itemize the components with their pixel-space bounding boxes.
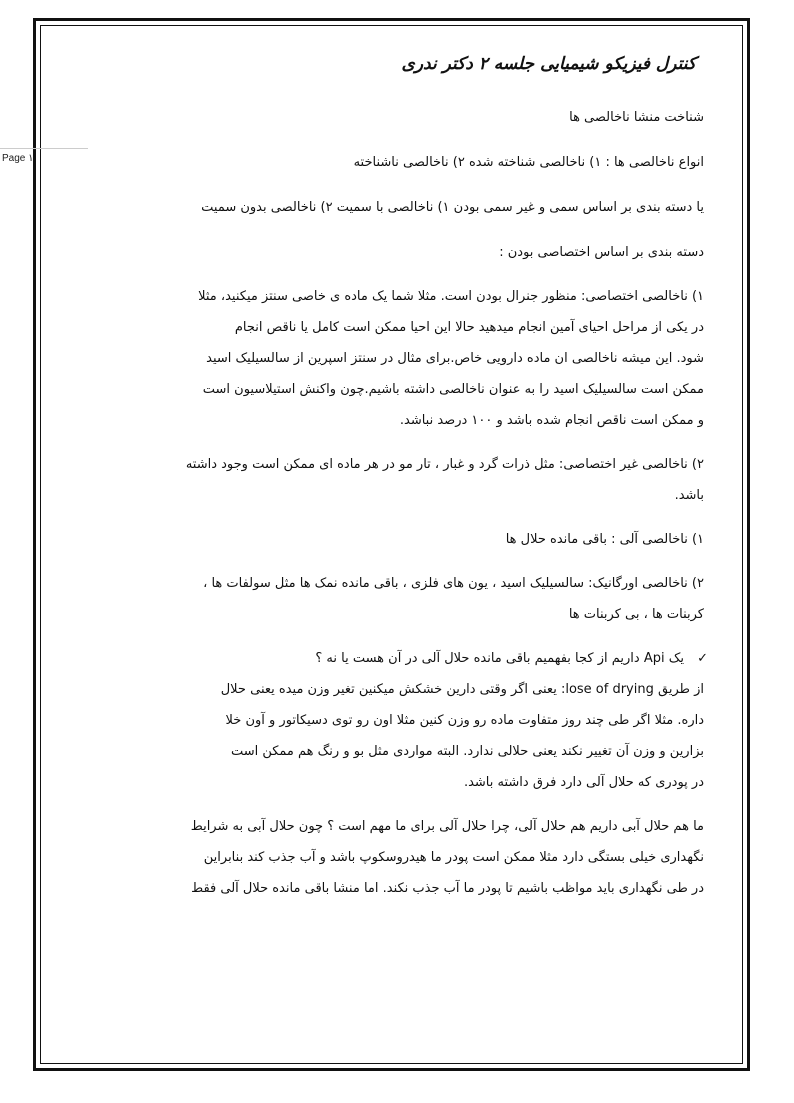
impurity-types: انواع ناخالصی ها : ۱) ناخالصی شناخته شده ۲) ناخالصی ناشناخته (353, 155, 704, 170)
paragraph-line: در یکی از مراحل احیای آمین انجام میدهید حالا این احیا ممکن است کامل یا ناقص انجام (234, 320, 704, 335)
section-heading: شناخت منشا ناخالصی ها (569, 110, 704, 125)
paragraph-line: ما هم حلال آبی داریم هم حلال آلی، چرا حلال آلی برای ما مهم است ؟ چون حلال آبی به شرایط (190, 819, 704, 834)
bullet-question: یک Api داریم از کجا بفهمیم باقی مانده حلال آلی در آن هست یا نه ؟ (315, 651, 684, 666)
paragraph-line: ۲) ناخالصی غیر اختصاصی: مثل ذرات گرد و غبار ، تار مو در هر ماده ای ممکن است وجود داشته (185, 457, 704, 472)
organic-impurity-line: ۱) ناخالصی آلی : باقی مانده حلال ها (505, 532, 704, 547)
page-number-label: Page ۱ (2, 153, 34, 164)
paragraph-line: ممکن است سالسیلیک اسید را به عنوان ناخالصی داشته باشیم.چون واکنش استیلاسیون است (202, 382, 704, 397)
toxicity-classification: یا دسته بندی بر اساس سمی و غیر سمی بودن ۱) ناخالصی با سمیت ۲) ناخالصی بدون سمیت (201, 200, 704, 215)
paragraph-line: کربنات ها ، بی کربنات ها (568, 607, 704, 622)
bullet-item (92, 643, 708, 798)
paragraph-line: و ممکن است ناقص انجام شده باشد و ۱۰۰ درصد نباشد. (399, 413, 704, 428)
page-number-tab (0, 148, 46, 168)
specific-impurity-paragraph (92, 281, 704, 436)
specificity-classification: دسته بندی بر اساس اختصاصی بودن : (499, 245, 704, 260)
checkmark-icon: ✓ (697, 651, 708, 666)
paragraph-line: شود. این میشه ناخالصی ان ماده دارویی خاص.برای مثال در سنتز اسپرین از سالسیلیک اسید (206, 351, 704, 366)
document-title: کنترل فیزیکو شیمیایی جلسه ۲ دکتر ندری (401, 54, 696, 74)
paragraph-line: ۱) ناخالصی اختصاصی: منظور جنرال بودن است. مثلا شما یک ماده ی خاصی سنتز میکنید، مثلا (198, 289, 704, 304)
paragraph-line: داره. مثلا اگر طی چند روز متفاوت ماده رو وزن کنین مثلا اون رو توی دسیکاتور و آون خلا (225, 713, 704, 728)
page-tab-rule (46, 148, 88, 149)
paragraph-line: باشد. (674, 488, 704, 503)
paragraph-line: بزارین و وزن آن تغییر نکند یعنی حلالی ندارد. البته مواردی مثل بو و رنگ هم ممکن است (230, 744, 704, 759)
paragraph-line: از طریق lose of drying: یعنی اگر وقتی دارین خشکش میکنین تغیر وزن میده یعنی حلال (220, 682, 704, 697)
bullet-head-line (92, 643, 794, 674)
inorganic-impurity-paragraph (92, 568, 704, 630)
nonspecific-impurity-paragraph (92, 449, 704, 511)
document-body (92, 46, 708, 904)
paragraph-line: در پودری که حلال آلی دارد فرق داشته باشد. (463, 775, 704, 790)
paragraph-line: ۲) ناخالصی اورگانیک: سالسیلیک اسید ، یون های فلزی ، باقی مانده نمک ها مثل سولفات ها ، (203, 576, 704, 591)
water-solvent-paragraph (92, 811, 704, 904)
paragraph-line: در طی نگهداری باید مواظب باشیم تا پودر ما آب جذب نکند. اما منشا باقی مانده حلال آلی فقط (191, 881, 704, 896)
paragraph-line: نگهداری خیلی بستگی دارد مثلا ممکن است پودر ما هیدروسکوپ باشد و آب جذب کند بنابراین (203, 850, 704, 865)
